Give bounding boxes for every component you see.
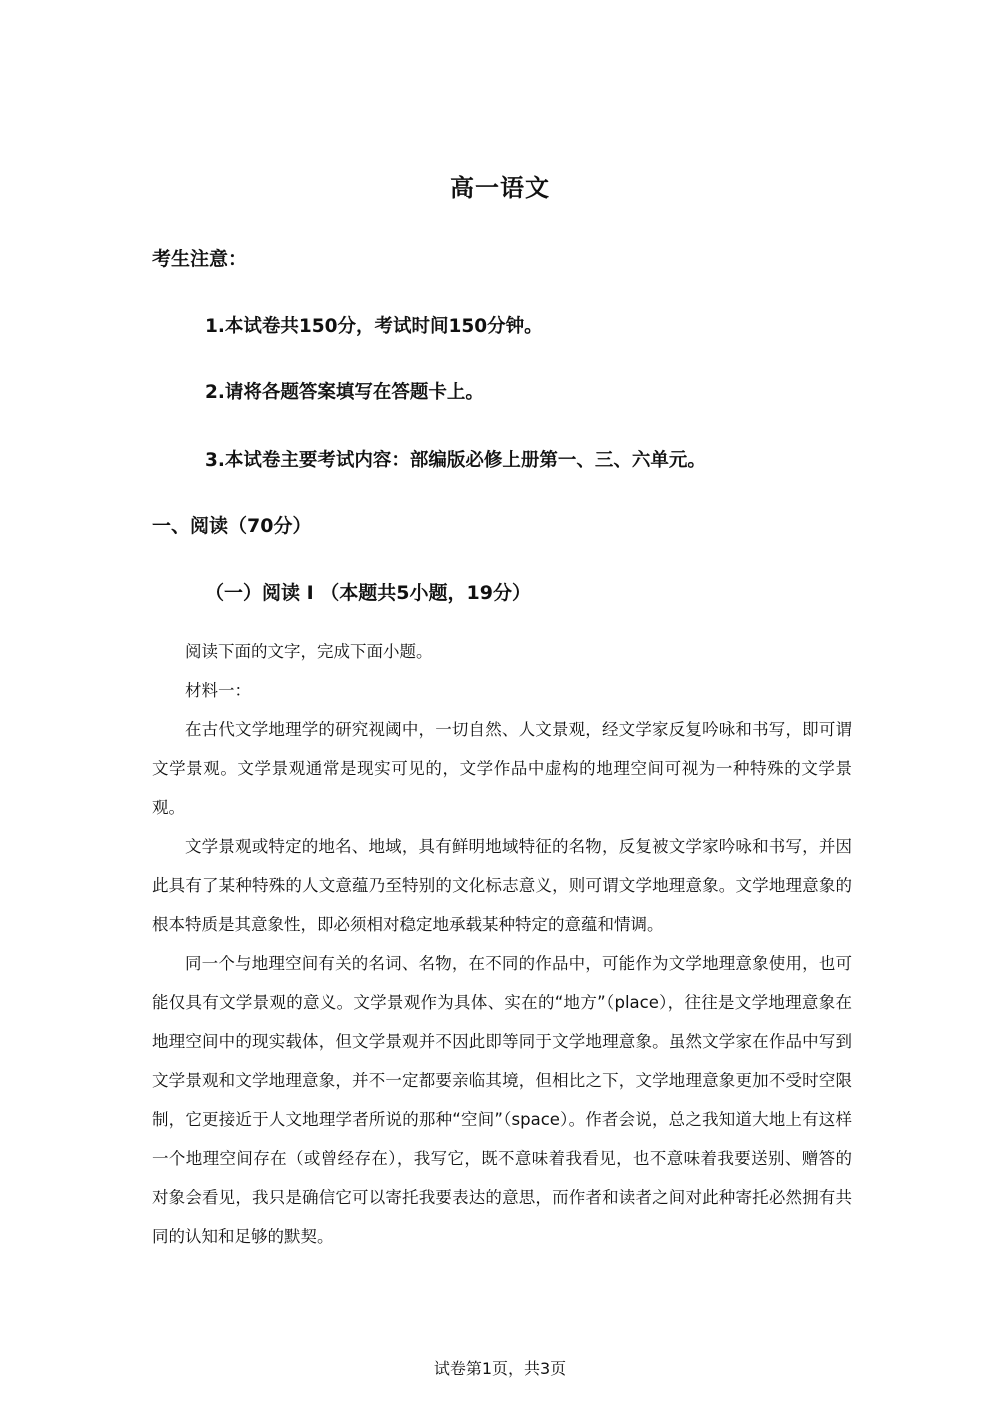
- notice-item-3: 3.本试卷主要考试内容：部编版必修上册第一、三、六单元。: [205, 450, 706, 471]
- page-footer: 试卷第1页，共3页: [433, 1359, 567, 1378]
- notice-item-2: 2.请将各题答案填写在答题卡上。: [205, 382, 484, 403]
- notice-heading: 考生注意：: [152, 248, 248, 270]
- page-title: 高一语文: [450, 174, 550, 202]
- passage-paragraph-3: 同一个与地理空间有关的名词、名物，在不同的作品中，可能作为文学地理意象使用，也可能仅具有文学景观的意义。文学景观作为具体、实在的“地方”（place），往往是文学地理意象在地理空间中的现实载体，但文学景观并不因此即等同于文学地理意象。虽然文学家在作品中写到文学景观和文学地理意象，并不一定都要亲临其境，但相比之下，文学地理意象更加不受时空限制，它更接近于人文地理学者所说的那种“空间”（space）。作者会说，总之我知道大地上有这样一个地理空间存在（或曾经存在），我写它，既不意味着我看见，也不意味着我要送别、赠答的对象会看见，我只是确信它可以寄托我要表达的意思，而作者和读者之间对此种寄托必然拥有共同的认知和足够的默契。: [152, 954, 852, 1246]
- material-label: 材料一：: [185, 681, 251, 700]
- section-heading: 一、阅读（70分）: [152, 515, 312, 537]
- reading-passage: [152, 632, 852, 1256]
- notice-item-1: 1.本试卷共150分，考试时间150分钟。: [205, 316, 543, 337]
- instruction-paragraph: 阅读下面的文字，完成下面小题。: [185, 642, 433, 661]
- passage-paragraph-2: 文学景观或特定的地名、地域，具有鲜明地域特征的名物，反复被文学家吟咏和书写，并因此具有了某种特殊的人文意蕴乃至特别的文化标志意义，则可谓文学地理意象。文学地理意象的根本特质是其意象性，即必须相对稳定地承载某种特定的意蕴和情调。: [152, 837, 852, 934]
- passage-paragraph-1: 在古代文学地理学的研究视阈中，一切自然、人文景观，经文学家反复吟咏和书写，即可谓文学景观。文学景观通常是现实可见的，文学作品中虚构的地理空间可视为一种特殊的文学景观。: [152, 720, 852, 817]
- subsection-heading: （一）阅读 I （本题共5小题，19分）: [205, 582, 531, 604]
